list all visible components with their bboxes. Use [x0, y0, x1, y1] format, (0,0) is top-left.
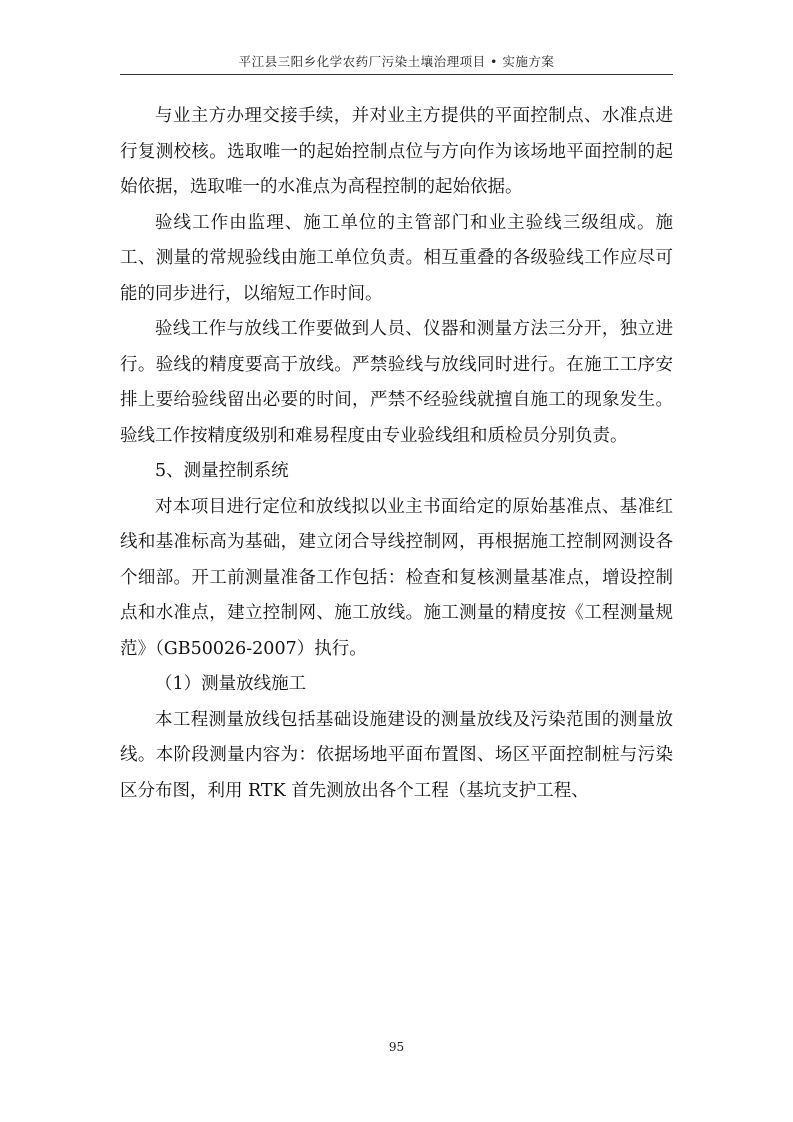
header-rule — [120, 74, 673, 75]
document-body — [120, 99, 673, 809]
paragraph-control-network: 对本项目进行定位和放线拟以业主书面给定的原始基准点、基准红线和基准标高为基础，建立闭合导线控制网，再根据施工控制网测设各个细部。开工前测量准备工作包括：检查和复核测量基准点，增设控制点和水准点，建立控制网、施工放线。施工测量的精度按《工程测量规范》（GB50026-2007）执行。 — [120, 496, 673, 659]
paragraph-verification-organization: 验线工作由监理、施工单位的主管部门和业主验线三级组成。施工、测量的常规验线由施工单位负责。相互重叠的各级验线工作应尽可能的同步进行，以缩短工作时间。 — [120, 212, 673, 304]
running-header: 平江县三阳乡化学农药厂污染土壤治理项目 • 实施方案 — [238, 54, 555, 69]
section-heading-survey-control: 5、测量控制系统 — [155, 461, 289, 481]
paragraph-verification-separation: 验线工作与放线工作要做到人员、仪器和测量方法三分开，独立进行。验线的精度要高于放线。严禁验线与放线同时进行。在施工工序安排上要给验线留出必要的时间，严禁不经验线就擅自施工的现象发生。验线工作按精度级别和难易程度由专业验线组和质检员分别负责。 — [120, 319, 673, 446]
page-number: 95 — [388, 1040, 405, 1054]
paragraph-survey-layout: 本工程测量放线包括基础设施建设的测量放线及污染范围的测量放线。本阶段测量内容为：依据场地平面布置图、场区平面控制桩与污染区分布图，利用 RTK 首先测放出各个工程（基坑支护工程、 — [120, 709, 673, 801]
subsection-heading-survey-layout: （1）测量放线施工 — [155, 674, 307, 694]
paragraph-handover: 与业主方办理交接手续，并对业主方提供的平面控制点、水准点进行复测校核。选取唯一的起始控制点位与方向作为该场地平面控制的起始依据，选取唯一的水准点为高程控制的起始依据。 — [120, 106, 673, 197]
